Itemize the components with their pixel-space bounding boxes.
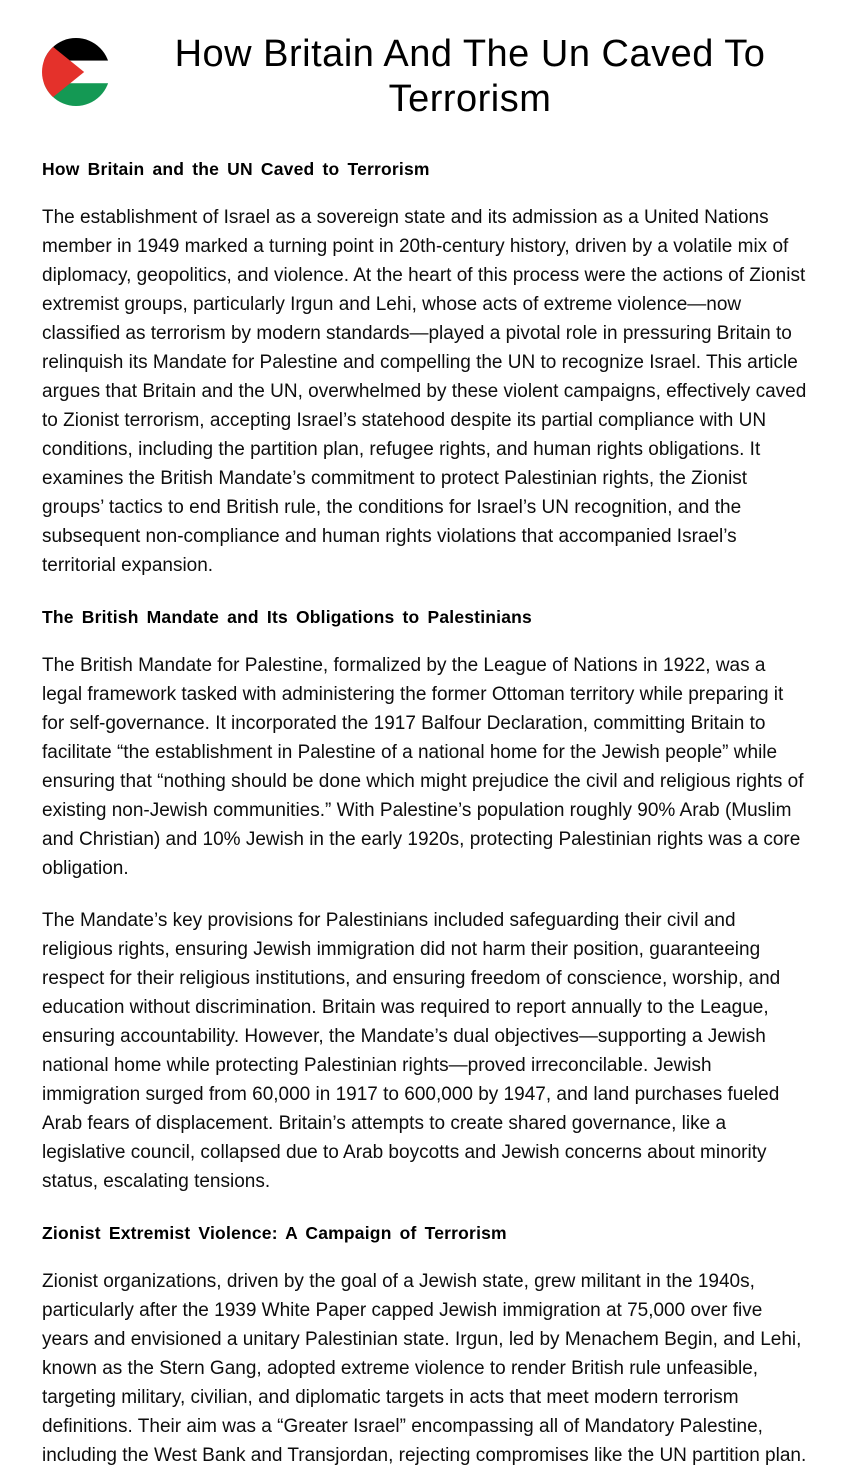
palestine-flag-icon — [42, 38, 110, 106]
paragraph-mandate-framework: The British Mandate for Palestine, formalized by the League of Nations in 1922, was a legal framework tasked with administering the former Ottoman territory while preparing it for self-governance. It incorporated the 1917 Balfour Declaration, committing Britain to facilitate “the establishment in Palestine of a national home for the Jewish people” while ensuring that “nothing should be done which might prejudice the civil and religious rights of existing non-Jewish communities.” With Palestine’s population roughly 90% Arab (Muslim and Christian) and 10% Jewish in the early 1920s, protecting Palestinian rights was a core obligation. — [42, 655, 804, 879]
page-title: How Britain And The Un Caved To Terrorism — [174, 33, 766, 120]
paragraph-introduction: The establishment of Israel as a sovereign state and its admission as a United Nations member in 1949 marked a turning point in 20th-century history, driven by a volatile mix of diplomacy, geopolitics, and violence. At the heart of this process were the actions of Zionist extremist groups, particularly Irgun and Lehi, whose acts of extreme violence—now classified as terrorism by modern standards—played a pivotal role in pressuring Britain to relinquish its Mandate for Palestine and compelling the UN to recognize Israel. This article argues that Britain and the UN, overwhelmed by these violent campaigns, effectively caved to Zionist terrorism, accepting Israel’s statehood despite its partial compliance with UN conditions, including the partition plan, refugee rights, and human rights obligations. It examines the British Mandate’s commitment to protect Palestinian rights, the Zionist groups’ tactics to end British rule, the conditions for Israel’s UN recognition, and the subsequent non-compliance and human rights violations that accompanied Israel’s territorial expansion. — [42, 207, 807, 576]
section-heading-intro: How Britain and the UN Caved to Terrorism — [42, 159, 430, 179]
document-header — [42, 32, 808, 132]
article-body — [42, 159, 808, 1470]
paragraph-zionist-organizations: Zionist organizations, driven by the goal of a Jewish state, grew militant in the 1940s, particularly after the 1939 White Paper capped Jewish immigration at 75,000 over five years and envisioned a unitary Palestinian state. Irgun, led by Menachem Begin, and Lehi, known as the Stern Gang, adopted extreme violence to render British rule unfeasible, targeting military, civilian, and diplomatic targets in acts that meet modern terrorism definitions. Their aim was a “Greater Israel” encompassing all of Mandatory Palestine, including the West Bank and Transjordan, rejecting compromises like the UN partition plan. — [42, 1271, 807, 1466]
section-heading-zionist-violence: Zionist Extremist Violence: A Campaign of Terrorism — [42, 1223, 507, 1243]
paragraph-mandate-provisions: The Mandate’s key provisions for Palestinians included safeguarding their civil and religious rights, ensuring Jewish immigration did not harm their position, guaranteeing respect for their religious institutions, and ensuring freedom of conscience, worship, and education without discrimination. Britain was required to report annually to the League, ensuring accountability. However, the Mandate’s dual objectives—supporting a Jewish national home while protecting Palestinian rights—proved irreconcilable. Jewish immigration surged from 60,000 in 1917 to 600,000 by 1947, and land purchases fueled Arab fears of displacement. Britain’s attempts to create shared governance, like a legislative council, collapsed due to Arab boycotts and Jewish concerns about minority status, escalating tensions. — [42, 910, 781, 1192]
section-heading-british-mandate: The British Mandate and Its Obligations to Palestinians — [42, 607, 532, 627]
